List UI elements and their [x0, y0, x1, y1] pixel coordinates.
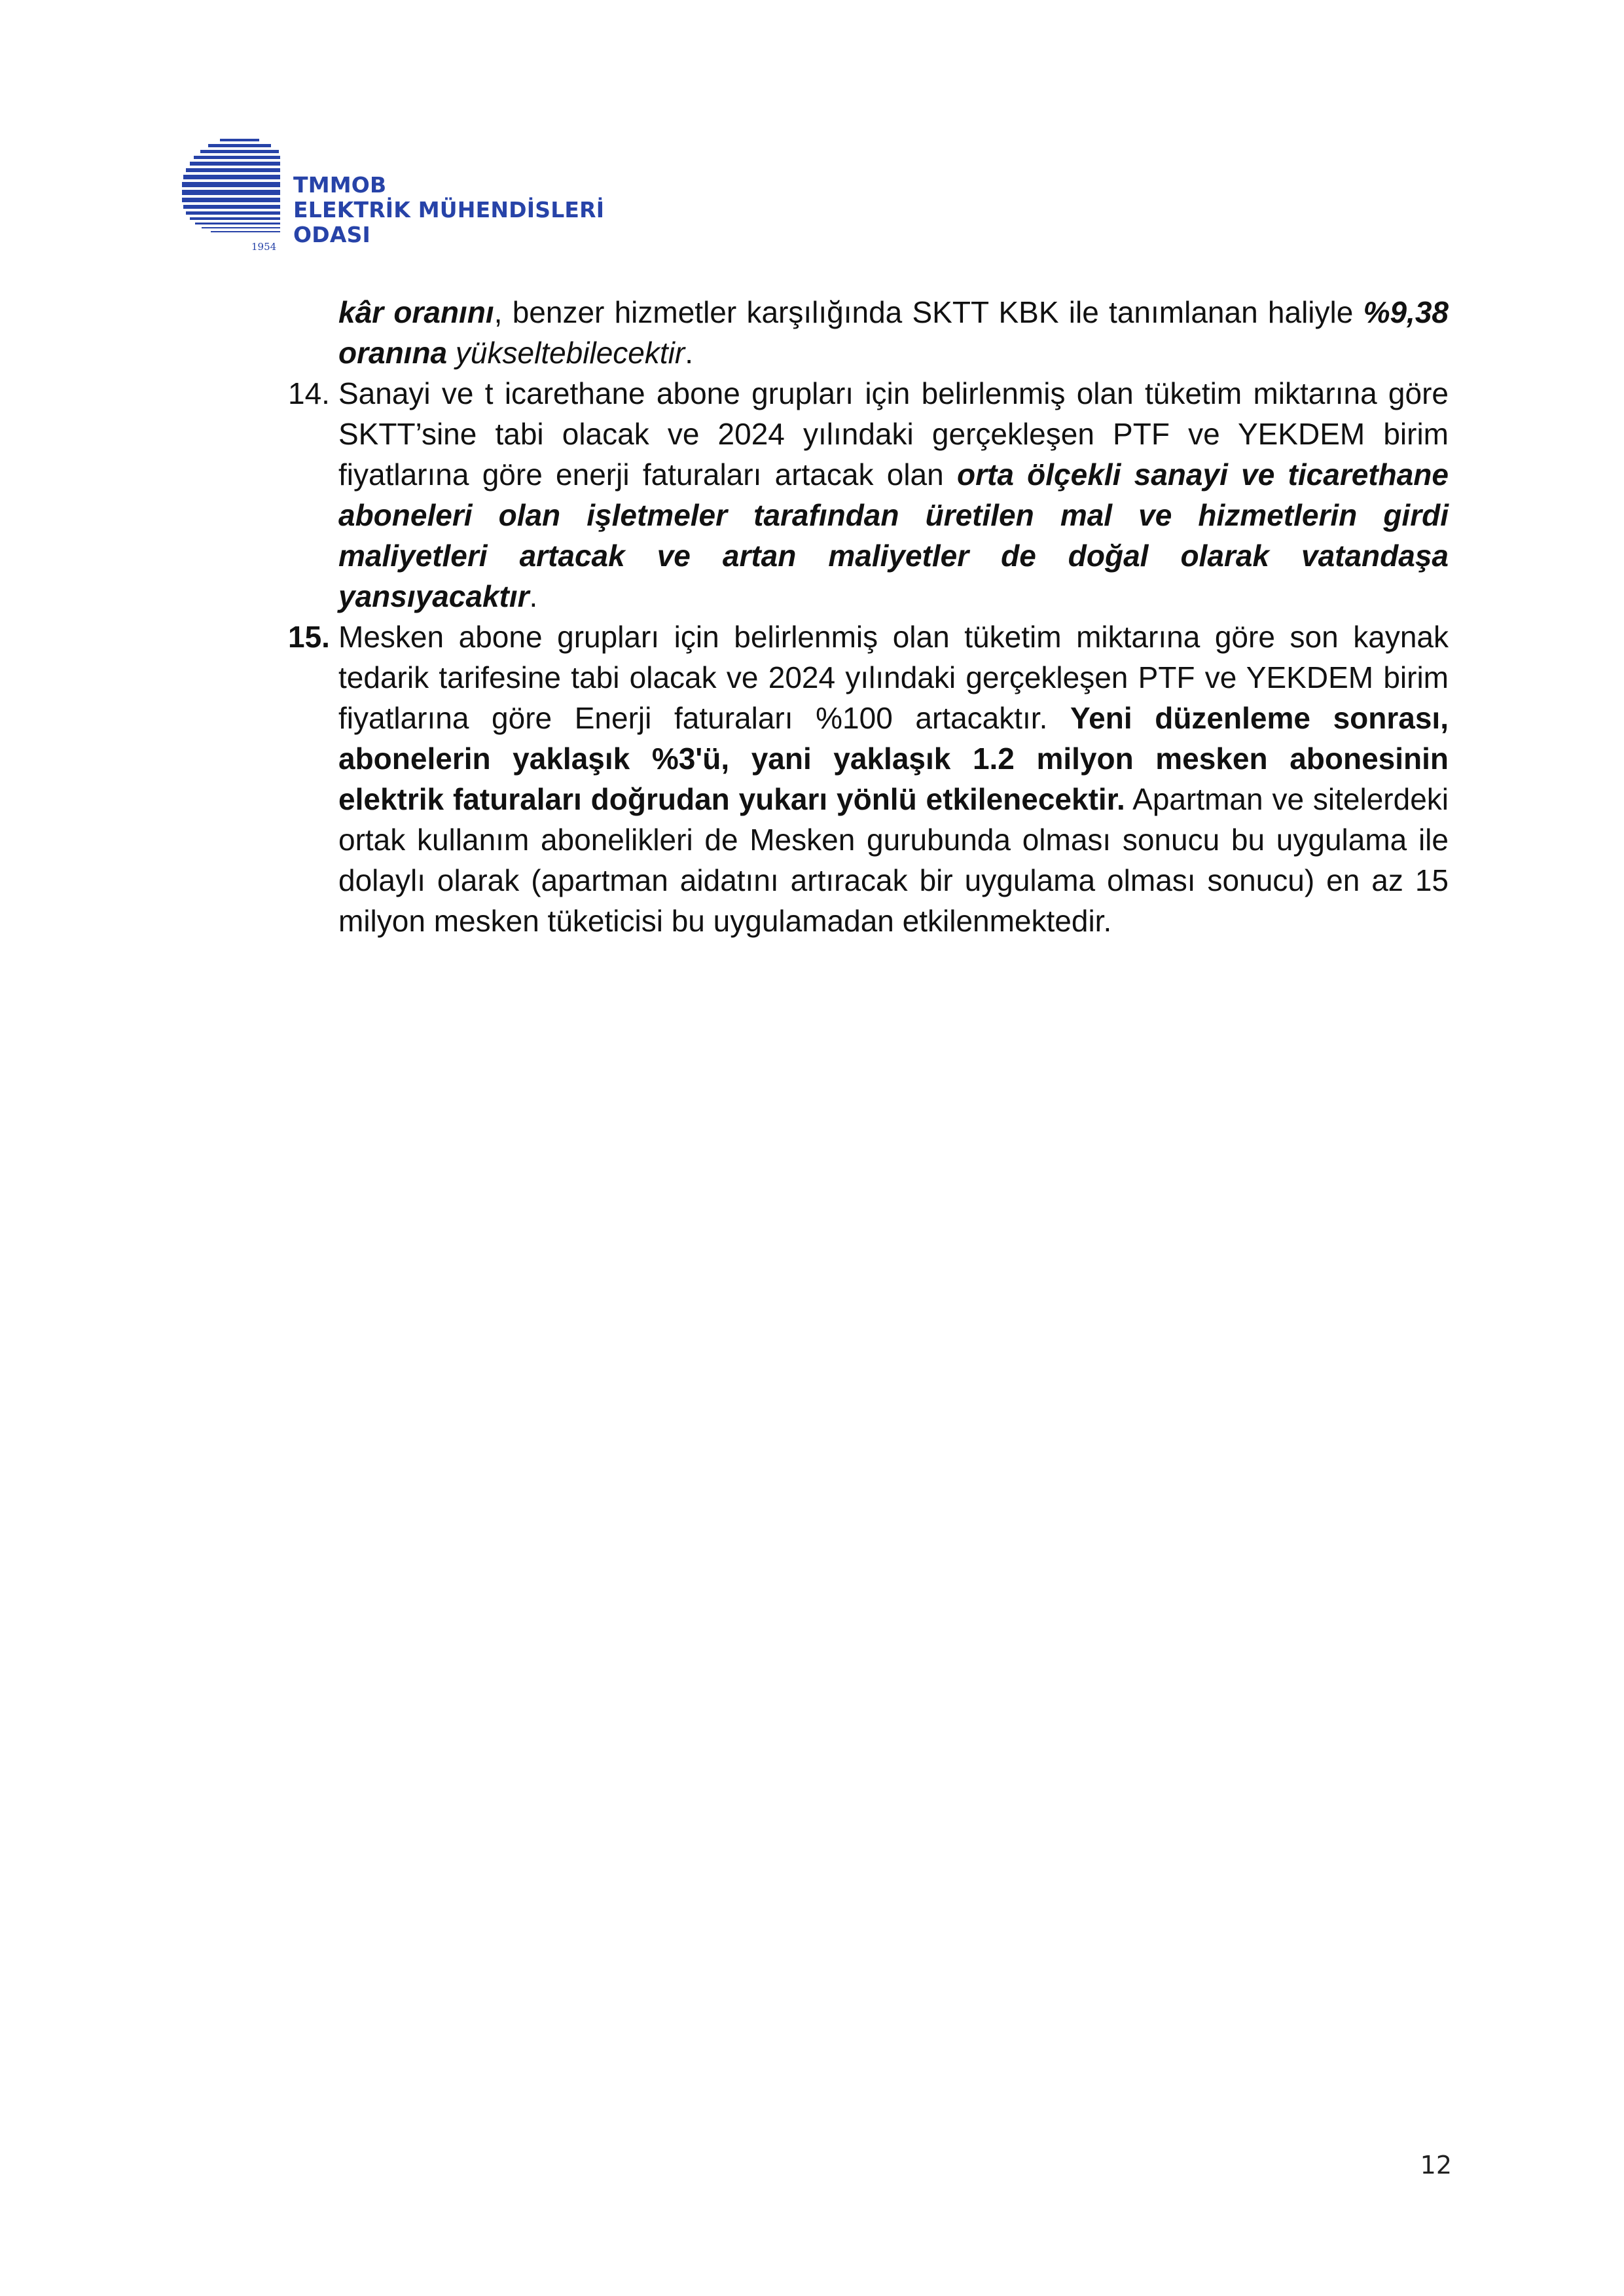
text-span: , benzer hizmetler karşılığında SKTT KBK ile tanımlanan haliyle [494, 295, 1363, 329]
text-span: orta ölçekli sanayi ve ticarethane aboneleri olan işletmeler tarafından üretilen mal ve hizmetlerin girdi maliyetleri artacak ve artan maliyetler de doğal olarak vatandaşa yansıyacaktır [338, 457, 1449, 613]
logo-line-2: ELEKTRİK MÜHENDİSLERİ ODASI [293, 197, 605, 247]
text-span: . [685, 336, 693, 370]
text-span: Yeni düzenleme sonrası, abonelerin yaklaşık %3'ü, yani yaklaşık 1.2 milyon mesken abonesinin elektrik faturaları doğrudan yukarı yönlü etkilenecektir. [338, 701, 1449, 816]
page-number: 12 [1420, 2151, 1452, 2179]
logo-line-1: TMMOB [293, 172, 387, 198]
text-span: yükseltebilecektir [447, 336, 685, 370]
logo-year: 1954 [251, 241, 277, 253]
text-span: Apartman ve sitelerdeki ortak kullanım abonelikleri de Mesken gurubunda olması sonucu bu uygulama ile dolaylı olarak (apartman aidatını artıracak bir uygulama olması sonucu) en az 15 milyon mesken tüketicisi bu uygulamadan etkilenmektedir. [338, 782, 1449, 938]
tmmob-emblem-icon [182, 139, 287, 253]
text-span: kâr oranını [338, 295, 494, 329]
text-span: %9,38 oranına [338, 295, 1449, 370]
document-body [288, 292, 1449, 941]
text-span: Sanayi ve t icarethane abone grupları için belirlenmiş olan tüketim miktarına göre SKTT’sine tabi olacak ve 2024 yılındaki gerçekleşen PTF ve YEKDEM birim fiyatlarına göre enerji faturaları artacak olan [338, 376, 1449, 492]
list-number: 15. [288, 620, 330, 654]
text-span: . [529, 579, 538, 613]
organization-name [293, 173, 679, 247]
list-number: 14. [288, 376, 330, 410]
list-item-15 [288, 617, 1449, 941]
list-item-14 [288, 373, 1449, 617]
continuation-paragraph [288, 292, 1449, 373]
text-span: Mesken abone grupları için belirlenmiş olan tüketim miktarına göre son kaynak tedarik tarifesine tabi olacak ve 2024 yılındaki gerçekleşen PTF ve YEKDEM birim fiyatlarına göre Enerji faturaları %100 artacaktır. [338, 620, 1449, 735]
header-logo [182, 139, 679, 253]
